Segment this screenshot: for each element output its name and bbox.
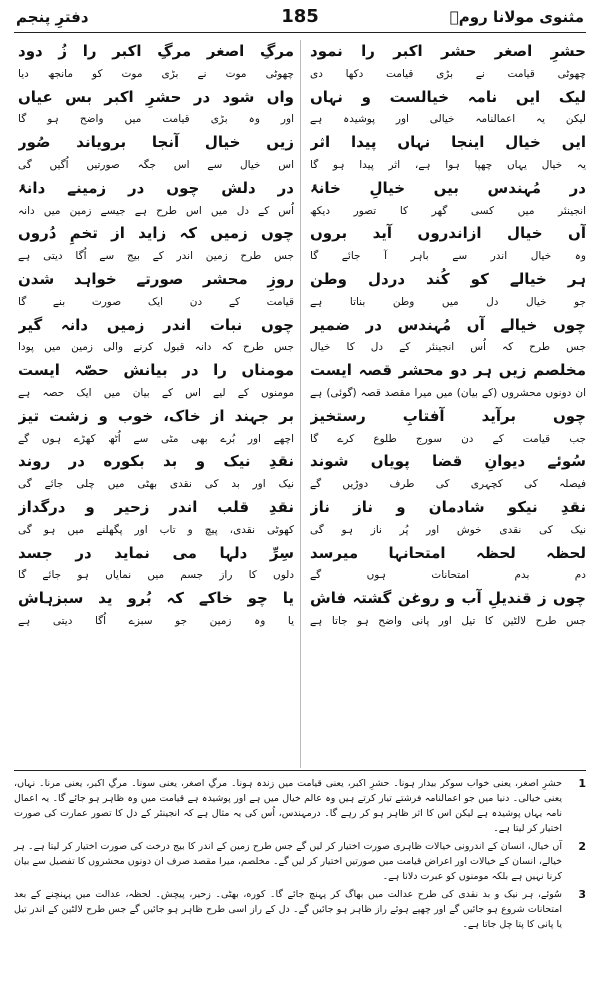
translation-line: چھوٹی قیامت نے بڑی قیامت دکھا دی — [310, 67, 586, 80]
translation-line: جس طرح کہ اُس انجینئر کے دل کا خیال — [310, 341, 586, 354]
translation-line: ان دونوں محشروں (کے بیان) میں میرا مقصد قصہ (گوئی) ہے — [310, 386, 586, 399]
verse-line: مومناں را در بیانش حصّہ ایست — [18, 361, 294, 380]
verse-line: چوں زمیں کہ زاید از تخمِ دُروں — [18, 224, 294, 243]
translation-line: جس طرح زمین اندر کے بیج سے اُگا دیتی ہے — [18, 250, 294, 263]
footnote-rule — [14, 770, 586, 771]
page-header — [12, 4, 588, 34]
verse-line: سِرِّ دلہا می نماید در جسد — [18, 543, 294, 562]
verse-line: ہر خیالے کو کُند دردل وطن — [310, 269, 586, 288]
footnote — [14, 839, 586, 884]
translation-line: جس طرح کہ دانہ قبول کرنے والی زمین میں پودا — [18, 341, 294, 354]
verse-line: بر جہند از خاک، خوب و زشت تیز — [18, 406, 294, 425]
verse-line: سُوئے دیوانِ قضا پویاں شوند — [310, 452, 586, 471]
footnote-text: سُوئے، ہر نیک و بد نقدی کی طرح عدالت میں بھاگ کر پہنچ جائے گا۔ کوره، بھٹی۔ زحیر، پیچش۔ لحظہ، عدالت میں پہنچنے کے بعد امتحانات شروع ہو جائیں گے اور چھپے ہوئے راز ظاہر ہو جائیں گے۔ دل کے راز اسی طرح ظاہر ہو جائیں گے جس طرح لالٹین کے اندر تیل یا پانی کا پتا چل جاتا ہے۔ — [14, 889, 562, 930]
translation-line: دلوں کا راز جسم میں نمایاں ہو جائے گا — [18, 569, 294, 582]
footnote — [14, 887, 586, 932]
verse-line: چوں برآید آفتابِ رستخیز — [310, 406, 586, 425]
page-number: 185 — [281, 6, 319, 27]
footnotes — [14, 776, 586, 935]
footnote-text: آں خیال، انسان کے اندرونی خیالات ظاہری صورت اختیار کر لیں گے جس طرح زمین کے اندر کا بیج درخت کی صورت اختیار کر لیتا ہے۔ ہر خیالے، انسان کے خیالات اور اعراض قیامت میں صورتیں اختیار کر لیں گے۔ مخلصم، میرا مقصد صرف ان دونوں محشروں کا تفصیل سے بیان کرنا نہیں ہے بلکہ مومنوں کو عبرت دلانا ہے۔ — [14, 841, 562, 882]
translation-line: جو خیال دل میں وطن بناتا ہے — [310, 295, 586, 308]
right-column — [310, 40, 586, 633]
verse-line: در دلش چوں در زمینے دانۂ — [18, 178, 294, 197]
translation-line: اس خیال سے اس جگہ صورتیں اُگیں گی — [18, 158, 294, 171]
verse-line: زیں خیال آنجا برویاند صُور — [18, 133, 294, 152]
translation-line: جس طرح لالٹین کا تیل اور پانی واضح ہو جاتا ہے — [310, 614, 586, 627]
verse-line: چوں خیالے آں مُہندس در ضمیر — [310, 315, 586, 334]
verse-line: آں خیال ازاندروں آید بروں — [310, 224, 586, 243]
footnote — [14, 776, 586, 836]
verse-line: یا چو خاکے کہ بُرو ید سبزہاش — [18, 589, 294, 608]
translation-line: قیامت کے دن ایک صورت بنے گا — [18, 295, 294, 308]
verse-line: روزِ محشر صورتے خواہد شدن — [18, 269, 294, 288]
verse-line: حشرِ اصغر حشر اکبر را نمود — [310, 42, 586, 60]
translation-line: لیکن یہ اعمالنامہ خیالی اور پوشیدہ ہے — [310, 113, 586, 126]
translation-line: یا وہ زمین جو سبزے اُگا دیتی ہے — [18, 614, 294, 627]
verse-line: ایں خیال اینجا نہاں پیدا اثر — [310, 133, 586, 152]
footnote-number: 1 — [578, 777, 586, 790]
translation-line: فیصلہ کی کچہری کی طرف دوڑیں گے — [310, 478, 586, 491]
verse-line: مرگِ اصغر مرگِ اکبر را زُ دود — [18, 42, 294, 60]
translation-line: انجینئر میں کسی گھر کا تصور دیکھ — [310, 204, 586, 217]
translation-line: اُس کے دل میں اس طرح ہے جیسے زمین میں دانہ — [18, 204, 294, 217]
translation-line: مومنوں کے لیے اس کے بیان میں ایک حصہ ہے — [18, 386, 294, 399]
verse-line: لحظہ لحظہ امتحانہا میرسد — [310, 543, 586, 562]
translation-line: نیک کی نقدی خوش اور پُر ناز ہو گی — [310, 523, 586, 536]
footnote-text: حشرِ اصغر، یعنی خواب سوکر بیدار ہونا۔ حشرِ اکبر، یعنی قیامت میں زندہ ہونا۔ مرگِ اصغر، یعنی سونا۔ مرگِ اکبر، یعنی مرنا۔ نہاں، یعنی خیالی۔ دنیا میں جو اعمالنامہ فرشتے تیار کرتے ہیں وہ عالم خیال میں ہے اور پوشیدہ ہے قیامت میں وہ ظاہر ہو جائے گا۔ یہ اعمال نامہ یہاں پوشیدہ ہے لیکن اس کا اثر ظاہر ہو کر رہے گا۔ درمہندس، اُس کی یہ مثال ہے کہ انجینئر کے دل کا تصور عمارت کی صورت اختیار کر لیتا ہے۔ — [14, 778, 562, 834]
translation-line: دم بدم امتحانات ہوں گے — [310, 569, 586, 582]
column-separator — [300, 40, 301, 768]
verse-line: در مُہندس بیں خیالِ خانۂ — [310, 178, 586, 197]
translation-line: اچھے اور بُرے بھی مٹی سے اُٹھ کھڑے ہوں گے — [18, 432, 294, 445]
translation-line: کھوٹی نقدی، پیچ و تاب اور پگھلنے میں ہو گی — [18, 523, 294, 536]
verse-line: چوں نبات اندر زمیں دانہ گیر — [18, 315, 294, 334]
verse-line: مخلصم زیں ہر دو محشر قصہ ایست — [310, 361, 586, 380]
verse-line: لیک ایں نامہ خیالست و نہاں — [310, 87, 586, 106]
verse-line: چوں ز قندیلِ آب و روغن گشتہ فاش — [310, 589, 586, 608]
verse-line: نقدِ قلب اندر زحیر و درگداز — [18, 497, 294, 516]
translation-line: چھوٹی موت نے بڑی موت کو مانجھ دیا — [18, 67, 294, 80]
verse-line: واں شود در حشرِ اکبر بس عیاں — [18, 87, 294, 106]
translation-line: وہ خیال اندر سے باہر آ جائے گا — [310, 250, 586, 263]
book-title: مثنوی مولانا رومؒ — [449, 8, 584, 26]
left-column — [18, 40, 294, 633]
translation-line: نیک اور بد کی نقدی بھٹی میں چلی جائے گی — [18, 478, 294, 491]
header-rule — [14, 32, 586, 33]
footnote-number: 3 — [578, 888, 586, 901]
volume-title: دفترِ پنجم — [16, 8, 89, 26]
translation-line: اور وہ بڑی قیامت میں واضح ہو گا — [18, 113, 294, 126]
footnote-number: 2 — [578, 840, 586, 853]
verse-line: نقدِ نیک و بد بکوره در روند — [18, 452, 294, 471]
verse-line: نقدِ نیکو شادمان و ناز ناز — [310, 497, 586, 516]
translation-line: جب قیامت کے دن سورج طلوع کرے گا — [310, 432, 586, 445]
translation-line: یہ خیال یہاں چھپا ہوا ہے، اثر پیدا ہو گا — [310, 158, 586, 171]
